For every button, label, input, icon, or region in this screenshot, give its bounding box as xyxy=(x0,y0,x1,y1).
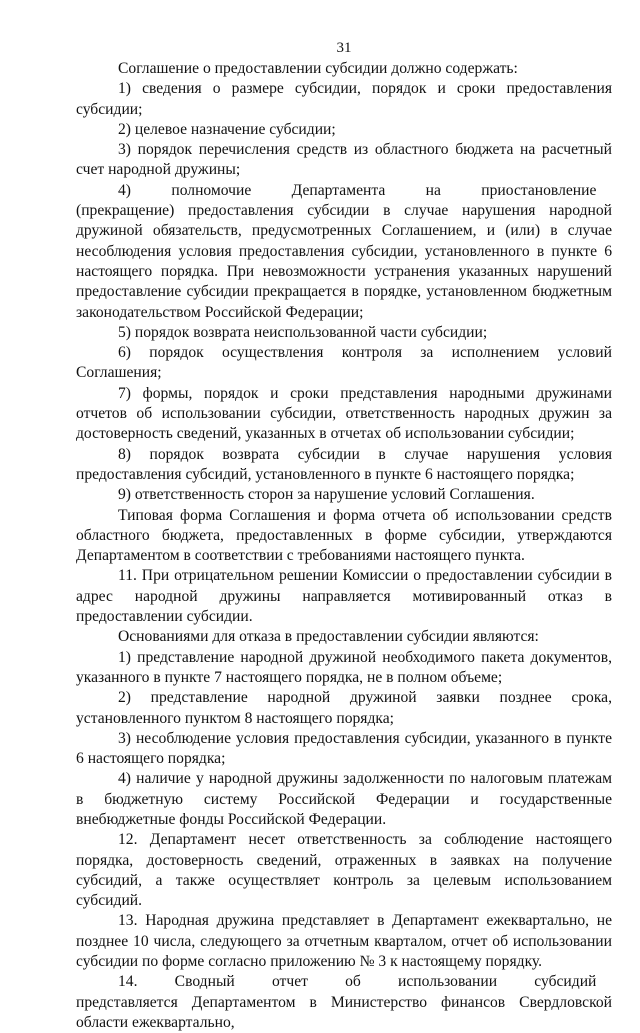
list-item: 5) порядок возврата неиспользованной части субсидии; xyxy=(118,323,488,341)
list-item: 2) целевое назначение субсидии; xyxy=(118,120,336,138)
document-body xyxy=(76,59,612,1033)
paragraph-clause-14: 14. Сводный отчет об использовании субсидий представляется Департаментом в Министерство финансов Свердловской области ежеквартально, xyxy=(76,973,612,1031)
document-page xyxy=(76,0,612,1031)
list-item: 7) формы, порядок и сроки представления народными дружинами отчетов об использовании субсидии, ответственность народных дружин за достоверность сведений, указанных в отчетах об использовании субсидии; xyxy=(76,384,612,443)
paragraph: Соглашение о предоставлении субсидии должно содержать: xyxy=(118,60,518,77)
list-item: 1) сведения о размере субсидии, порядок и сроки предоставления субсидии; xyxy=(76,80,612,118)
paragraph-clause-13: 13. Народная дружина представляет в Департамент ежеквартально, не позднее 10 числа, следующего за отчетным кварталом, отчет об использовании субсидии по форме согласно приложению № 3 к настоящему порядку. xyxy=(76,912,612,971)
list-item: 3) порядок перечисления средств из областного бюджета на расчетный счет народной дружины; xyxy=(76,141,612,179)
list-item: 6) порядок осуществления контроля за исполнением условий Соглашения; xyxy=(76,344,612,382)
paragraph-clause-12: 12. Департамент несет ответственность за соблюдение настоящего порядка, достоверность сведений, отраженных в заявках на получение субсидий, а также осуществляет контроль за целевым использованием субсидий. xyxy=(76,831,612,910)
list-item: 1) представление народной дружиной необходимого пакета документов, указанного в пункте 7 настоящего порядка, не в полном объеме; xyxy=(76,648,612,686)
list-item: 2) представление народной дружиной заявки позднее срока, установленного пунктом 8 настоящего порядка; xyxy=(76,689,612,727)
list-item: 4) полномочие Департамента на приостановление (прекращение) предоставления субсидии в случае нарушения народной дружиной обязательств, предусмотренных Соглашением, и (или) в случае несоблюдения условия предоставления субсидии, установленного в пункте 6 настоящего порядка. При невозможности устранения указанных нарушений предоставление субсидии прекращается в порядке, установленном бюджетным законодательством Российской Федерации; xyxy=(76,181,612,321)
paragraph-clause-11: 11. При отрицательном решении Комиссии о предоставлении субсидии в адрес народной дружины направляется мотивированный отказ в предоставлении субсидии. xyxy=(76,567,612,626)
list-item: 8) порядок возврата субсидии в случае нарушения условия предоставления субсидий, установленного в пункте 6 настоящего порядка; xyxy=(76,445,612,483)
list-item: 9) ответственность сторон за нарушение условий Соглашения. xyxy=(118,486,535,504)
list-item: 3) несоблюдение условия предоставления субсидии, указанного в пункте 6 настоящего порядка; xyxy=(76,729,612,768)
paragraph: Типовая форма Соглашения и форма отчета об использовании средств областного бюджета, предоставленных в форме субсидии, утверждаются Департаментом в соответствии с требованиями настоящего пункта. xyxy=(76,506,612,565)
list-item: 4) наличие у народной дружины задолженности по налоговым платежам в бюджетную систему Российской Федерации и государственные внебюджетные фонды Российской Федерации. xyxy=(76,770,612,828)
paragraph: Основаниями для отказа в предоставлении субсидии являются: xyxy=(118,628,539,646)
page-number: 31 xyxy=(336,40,352,56)
